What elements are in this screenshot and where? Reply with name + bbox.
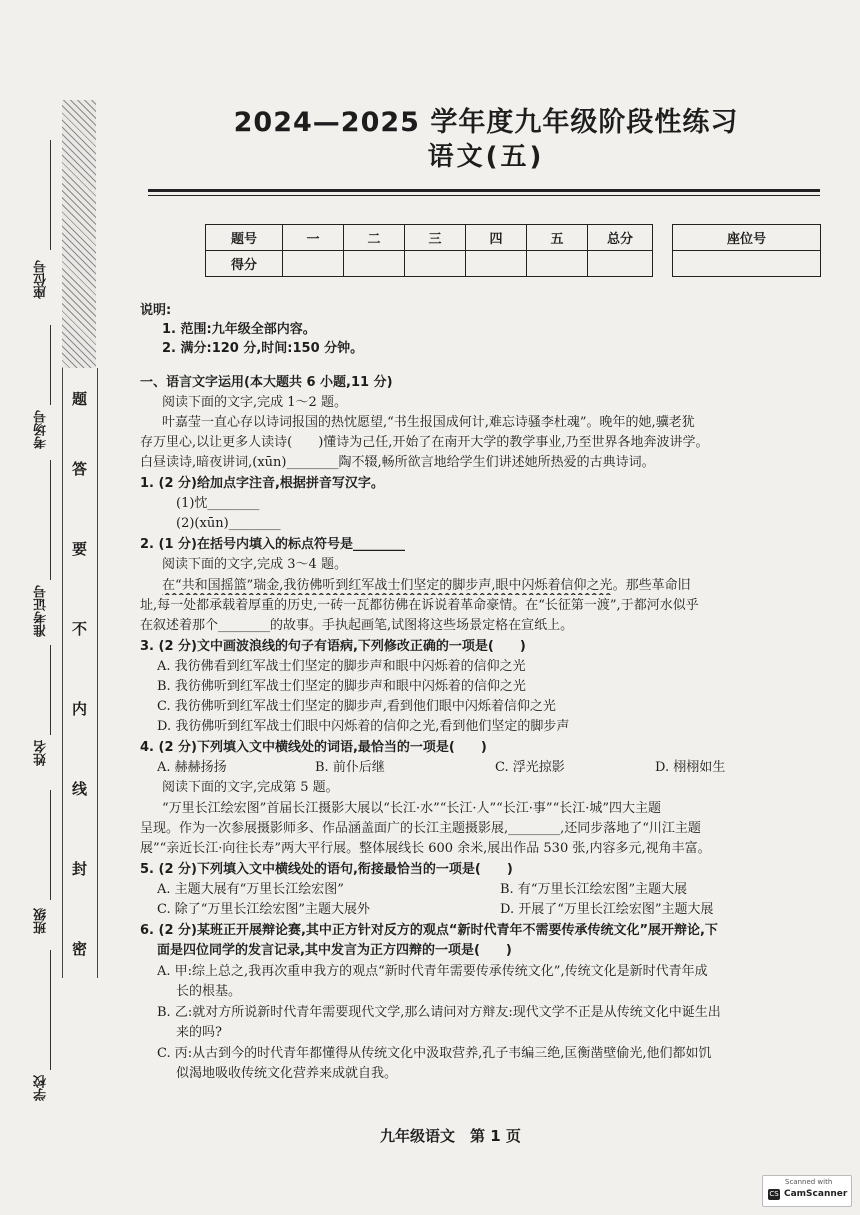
option-c[interactable]: C. 我彷佛听到红军战士们坚定的脚步声,看到他们眼中闪烁着信仰之光 [157,699,556,714]
instruction-item: 2. 满分:120 分,时间:150 分钟。 [162,341,364,356]
passage-line: 叶嘉莹一直心存以诗词报国的热忱愿望,“书生报国成何计,难忘诗骚李杜魂”。晚年的她,骥老犹 [162,415,695,430]
question-2: 2. (1 分)在括号内填入的标点符号是________ [140,537,405,552]
option-a[interactable]: A. 赫赫扬扬 [157,760,227,775]
question-1-part-b[interactable]: (2)(xūn)________ [176,516,281,531]
option-a-cont: 长的根基。 [176,984,242,999]
seal-char: 题 [72,390,88,408]
seat-number-label: 座位号 [34,260,49,299]
school-label: 学校 [34,1075,49,1101]
option-a[interactable]: A. 我彷佛看到红军战士们坚定的脚步声和眼中闪烁着的信仰之光 [157,659,526,674]
score-table-score-row [206,251,653,277]
instructions-label: 说明: [140,303,172,318]
question-1: 1. (2 分)给加点字注音,根据拼音写汉字。 [140,476,384,491]
option-b[interactable]: B. 乙:就对方所说新时代青年需要现代文学,那么请问对方辩友:现代文学不正是从传统文化中诞生出 [157,1005,721,1020]
class-line [50,790,51,900]
score-header-cell: 二 [344,225,405,251]
score-cell[interactable] [344,251,405,277]
score-table-header-row [206,225,653,251]
class-label: 班级 [34,908,49,934]
score-header-cell: 五 [527,225,588,251]
exam-title: 2024—2025 学年度九年级阶段性练习 [233,107,739,138]
score-cell[interactable] [283,251,344,277]
school-line [50,950,51,1070]
wavy-sentence: 在“共和国摇篮”瑞金,我彷佛听到红军战士们坚定的脚步声,眼中闪烁着信仰之光 [162,578,613,593]
option-a[interactable]: A. 甲:综上总之,我再次重申我方的观点“新时代青年需要传承传统文化”,传统文化是新时代青年成 [157,964,708,979]
question-6-line: 面是四位同学的发言记录,其中发言为正方四辩的一项是( ) [157,943,512,958]
seat-cell[interactable] [673,251,821,277]
score-header-cell: 总分 [588,225,653,251]
score-table [205,224,653,277]
passage-line [162,576,852,595]
passage-line: 在叙述着那个________的故事。手执起画笔,试图将这些场景定格在宣纸上。 [140,618,574,633]
question-4: 4. (2 分)下列填入文中横线处的词语,最恰当的一项是( ) [140,740,487,755]
seal-char: 线 [72,780,88,798]
seal-char: 不 [72,620,88,638]
scanner-brand: CamScanner [784,1189,848,1199]
reading-intro: 阅读下面的文字,完成 3～4 题。 [162,557,347,572]
exam-room-label: 考场号 [34,410,49,449]
option-a[interactable]: A. 主题大展有“万里长江绘宏图” [157,882,344,897]
option-b[interactable]: B. 我彷佛听到红军战士们坚定的脚步声和眼中闪烁着的信仰之光 [157,679,526,694]
reading-intro: 阅读下面的文字,完成第 5 题。 [162,780,339,795]
option-d[interactable]: D. 栩栩如生 [655,760,726,775]
section-heading: 一、语言文字运用(本大题共 6 小题,11 分) [140,375,393,390]
exam-room-line [50,325,51,405]
camscanner-logo-icon: CS [769,1190,779,1198]
passage-line: 展”“亲近长江·向往长寿”两大平行展。整体展线长 600 余米,展出作品 530 张,内容多元,视角丰富。 [140,841,711,856]
ticket-number-label: 准考证号 [34,585,49,637]
option-b[interactable]: B. 有“万里长江绘宏图”主题大展 [500,882,688,897]
option-d[interactable]: D. 开展了“万里长江绘宏图”主题大展 [500,902,714,917]
option-c-cont: 似渴地吸收传统文化营养来成就自我。 [176,1066,398,1081]
page-footer: 九年级语文 第 1 页 [380,1127,521,1145]
score-row-label: 得分 [206,251,283,277]
score-header-cell: 三 [405,225,466,251]
seal-char: 封 [72,860,88,878]
seat-table [672,224,821,277]
passage-line: 白昼读诗,暗夜讲词,(xūn)________陶不辍,畅所欲言地给学生们讲述她所热爱的古典诗词。 [140,455,655,470]
passage-line: “万里长江绘宏图”首届长江摄影大展以“长江·水”“长江·人”“长江·事”“长江·城”四大主题 [162,801,661,816]
reading-intro: 阅读下面的文字,完成 1～2 题。 [162,395,347,410]
question-6-line: 6. (2 分)某班正开展辩论赛,其中正方针对反方的观点“新时代青年不需要传承传统文化”展开辩论,下 [140,923,718,938]
seal-char: 内 [72,700,88,718]
question-1-part-a[interactable]: (1)忱________ [176,496,260,511]
score-cell[interactable] [527,251,588,277]
seal-char: 答 [72,460,88,478]
seal-char: 密 [72,940,88,958]
score-cell[interactable] [466,251,527,277]
option-b[interactable]: B. 前仆后继 [315,760,385,775]
name-label: 姓名 [34,740,49,766]
binding-margin [28,100,120,1110]
score-cell[interactable] [405,251,466,277]
scanner-watermark [762,1175,852,1207]
seat-line [50,140,51,250]
name-line [50,645,51,735]
seat-header-cell: 座位号 [673,225,821,251]
passage-line: 址,每一处都承载着厚重的历史,一砖一瓦都彷佛在诉说着革命豪情。在“长征第一渡”,于都河水似乎 [140,598,699,613]
binding-hatch-top [62,100,96,368]
question-5: 5. (2 分)下列填入文中横线处的语句,衔接最恰当的一项是( ) [140,862,513,877]
option-c[interactable]: C. 浮光掠影 [495,760,565,775]
passage-line: 呈现。作为一次参展摄影师多、作品涵盖面广的长江主题摄影展,________,还同步落地了“川江主题 [140,821,701,836]
passage-line: 存万里心,以让更多人读诗( )懂诗为己任,开始了在南开大学的教学事业,乃至世界各地奔波讲学。 [140,435,709,450]
option-c[interactable]: C. 丙:从古到今的时代青年都懂得从传统文化中汲取营养,孔子韦编三绝,匡衡凿壁偷光,他们都如饥 [157,1046,712,1061]
score-header-cell: 题号 [206,225,283,251]
header-rule [148,189,820,192]
seal-char: 要 [72,540,88,558]
ticket-line [50,460,51,580]
seal-line-strip [62,368,98,978]
score-header-cell: 四 [466,225,527,251]
score-cell[interactable] [588,251,653,277]
exam-subtitle: 语文(五) [427,142,545,172]
score-header-cell: 一 [283,225,344,251]
option-d[interactable]: D. 我彷佛听到红军战士们眼中闪烁着的信仰之光,看到他们坚定的脚步声 [157,719,570,734]
question-3: 3. (2 分)文中画波浪线的句子有语病,下列修改正确的一项是( ) [140,639,526,654]
option-b-cont: 来的吗? [176,1025,222,1040]
header-rule-thin [148,195,820,196]
scanner-text: Scanned with [785,1178,833,1186]
instruction-item: 1. 范围:九年级全部内容。 [162,322,316,337]
option-c[interactable]: C. 除了“万里长江绘宏图”主题大展外 [157,902,371,917]
passage-fragment: 。那些革命旧 [612,578,691,593]
